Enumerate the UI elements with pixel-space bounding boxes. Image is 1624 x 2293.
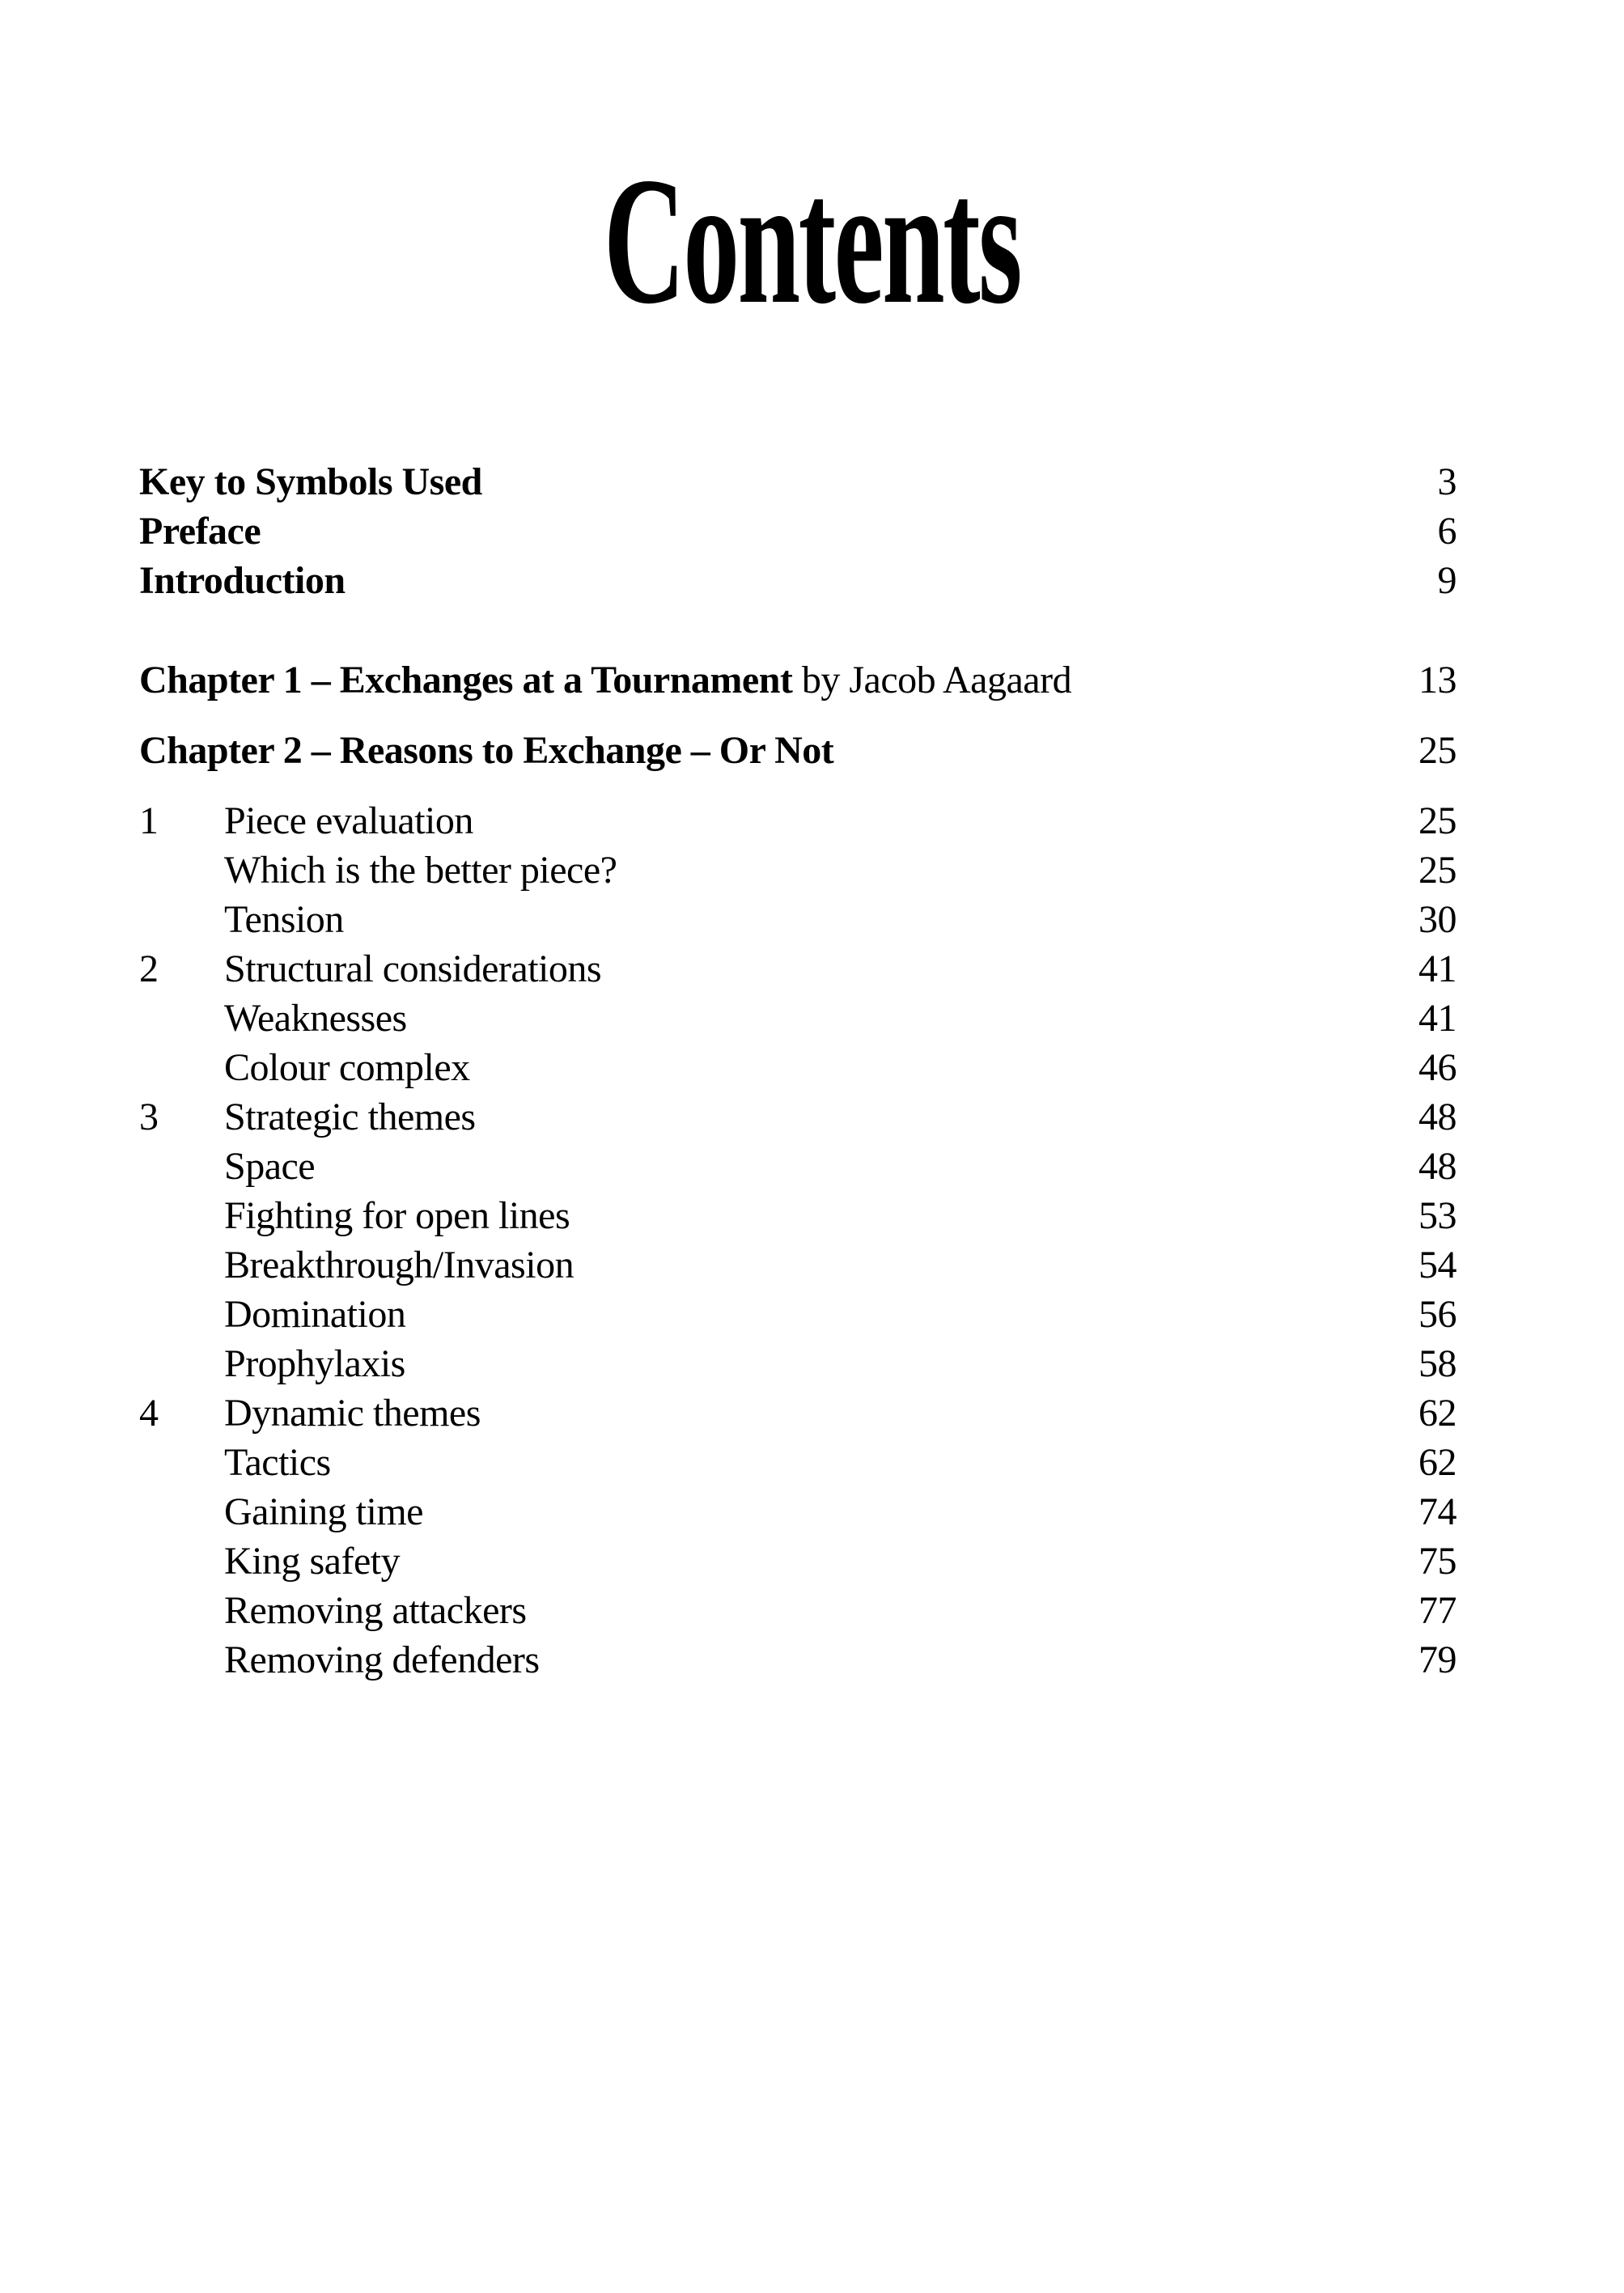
section-title: Which is the better piece? bbox=[224, 849, 617, 892]
page-number: 79 bbox=[1418, 1638, 1457, 1681]
page-number: 25 bbox=[1418, 799, 1457, 842]
section-number: 1 bbox=[139, 799, 159, 842]
page-number: 58 bbox=[1418, 1342, 1457, 1385]
page-number: 54 bbox=[1418, 1244, 1457, 1286]
front-matter-label: Key to Symbols Used bbox=[139, 460, 482, 503]
section-title: Domination bbox=[224, 1293, 406, 1336]
section-title: Removing defenders bbox=[224, 1638, 540, 1681]
section-title: King safety bbox=[224, 1540, 401, 1583]
section-row bbox=[139, 1388, 1457, 1438]
section-title: Tactics bbox=[224, 1441, 331, 1484]
section-title: Fighting for open lines bbox=[224, 1194, 570, 1237]
page-number: 41 bbox=[1418, 947, 1457, 990]
section-row bbox=[139, 1290, 1457, 1339]
page-number: 48 bbox=[1418, 1096, 1457, 1138]
page-number: 48 bbox=[1418, 1145, 1457, 1188]
chapter-row bbox=[139, 655, 1457, 705]
section-title: Breakthrough/Invasion bbox=[224, 1244, 575, 1286]
page-number: 77 bbox=[1418, 1589, 1457, 1632]
page-number: 9 bbox=[1437, 559, 1457, 602]
section-row bbox=[139, 1438, 1457, 1487]
page-number: 30 bbox=[1418, 898, 1457, 941]
front-matter-label: Introduction bbox=[139, 559, 346, 602]
section-title: Piece evaluation bbox=[224, 799, 473, 842]
table-of-contents bbox=[139, 457, 1457, 1685]
front-matter-list bbox=[139, 457, 1457, 605]
page-number: 25 bbox=[1418, 729, 1457, 772]
page-number: 56 bbox=[1418, 1293, 1457, 1336]
page-number: 53 bbox=[1418, 1194, 1457, 1237]
front-matter-label: Preface bbox=[139, 510, 261, 553]
section-number: 4 bbox=[139, 1392, 159, 1435]
front-matter-row bbox=[139, 556, 1457, 605]
front-matter-row bbox=[139, 457, 1457, 506]
section-row bbox=[139, 1635, 1457, 1685]
section-row bbox=[139, 846, 1457, 895]
page-number: 6 bbox=[1437, 510, 1457, 553]
section-row bbox=[139, 1487, 1457, 1536]
section-list bbox=[139, 796, 1457, 1685]
section-row bbox=[139, 994, 1457, 1043]
section-row bbox=[139, 1043, 1457, 1092]
page-number: 62 bbox=[1418, 1441, 1457, 1484]
section-title: Space bbox=[224, 1145, 316, 1188]
section-number: 2 bbox=[139, 947, 159, 990]
chapter-title: Chapter 1 – Exchanges at a Tournament bbox=[139, 659, 793, 701]
section-row bbox=[139, 1240, 1457, 1290]
chapter-label bbox=[139, 726, 1418, 775]
page-number: 41 bbox=[1418, 997, 1457, 1040]
page-number: 25 bbox=[1418, 849, 1457, 892]
page-number: 74 bbox=[1418, 1490, 1457, 1533]
page-number: 3 bbox=[1437, 460, 1457, 503]
section-row bbox=[139, 1586, 1457, 1635]
section-title: Colour complex bbox=[224, 1046, 470, 1089]
page-number: 46 bbox=[1418, 1046, 1457, 1089]
chapter-row bbox=[139, 726, 1457, 775]
section-title: Weaknesses bbox=[224, 997, 407, 1040]
section-number: 3 bbox=[139, 1096, 159, 1138]
section-title: Dynamic themes bbox=[224, 1392, 481, 1435]
section-title: Tension bbox=[224, 898, 344, 941]
chapter-author-suffix: by Jacob Aagaard bbox=[792, 659, 1072, 701]
page-title: Contents bbox=[604, 139, 1020, 341]
section-row bbox=[139, 1536, 1457, 1586]
front-matter-row bbox=[139, 506, 1457, 556]
section-row bbox=[139, 944, 1457, 994]
section-title: Strategic themes bbox=[224, 1096, 476, 1138]
section-title: Gaining time bbox=[224, 1490, 423, 1533]
section-row bbox=[139, 1142, 1457, 1191]
section-row bbox=[139, 1339, 1457, 1388]
page-number: 75 bbox=[1418, 1540, 1457, 1583]
page-number: 13 bbox=[1418, 659, 1457, 701]
section-title: Structural considerations bbox=[224, 947, 602, 990]
section-row bbox=[139, 895, 1457, 944]
chapter-title: Chapter 2 – Reasons to Exchange – Or Not bbox=[139, 729, 834, 772]
page-number: 62 bbox=[1418, 1392, 1457, 1435]
section-row bbox=[139, 796, 1457, 846]
section-title: Prophylaxis bbox=[224, 1342, 405, 1385]
section-row bbox=[139, 1191, 1457, 1240]
section-title: Removing attackers bbox=[224, 1589, 527, 1632]
section-row bbox=[139, 1092, 1457, 1142]
chapter-label bbox=[139, 655, 1418, 705]
chapter-list bbox=[139, 655, 1457, 775]
